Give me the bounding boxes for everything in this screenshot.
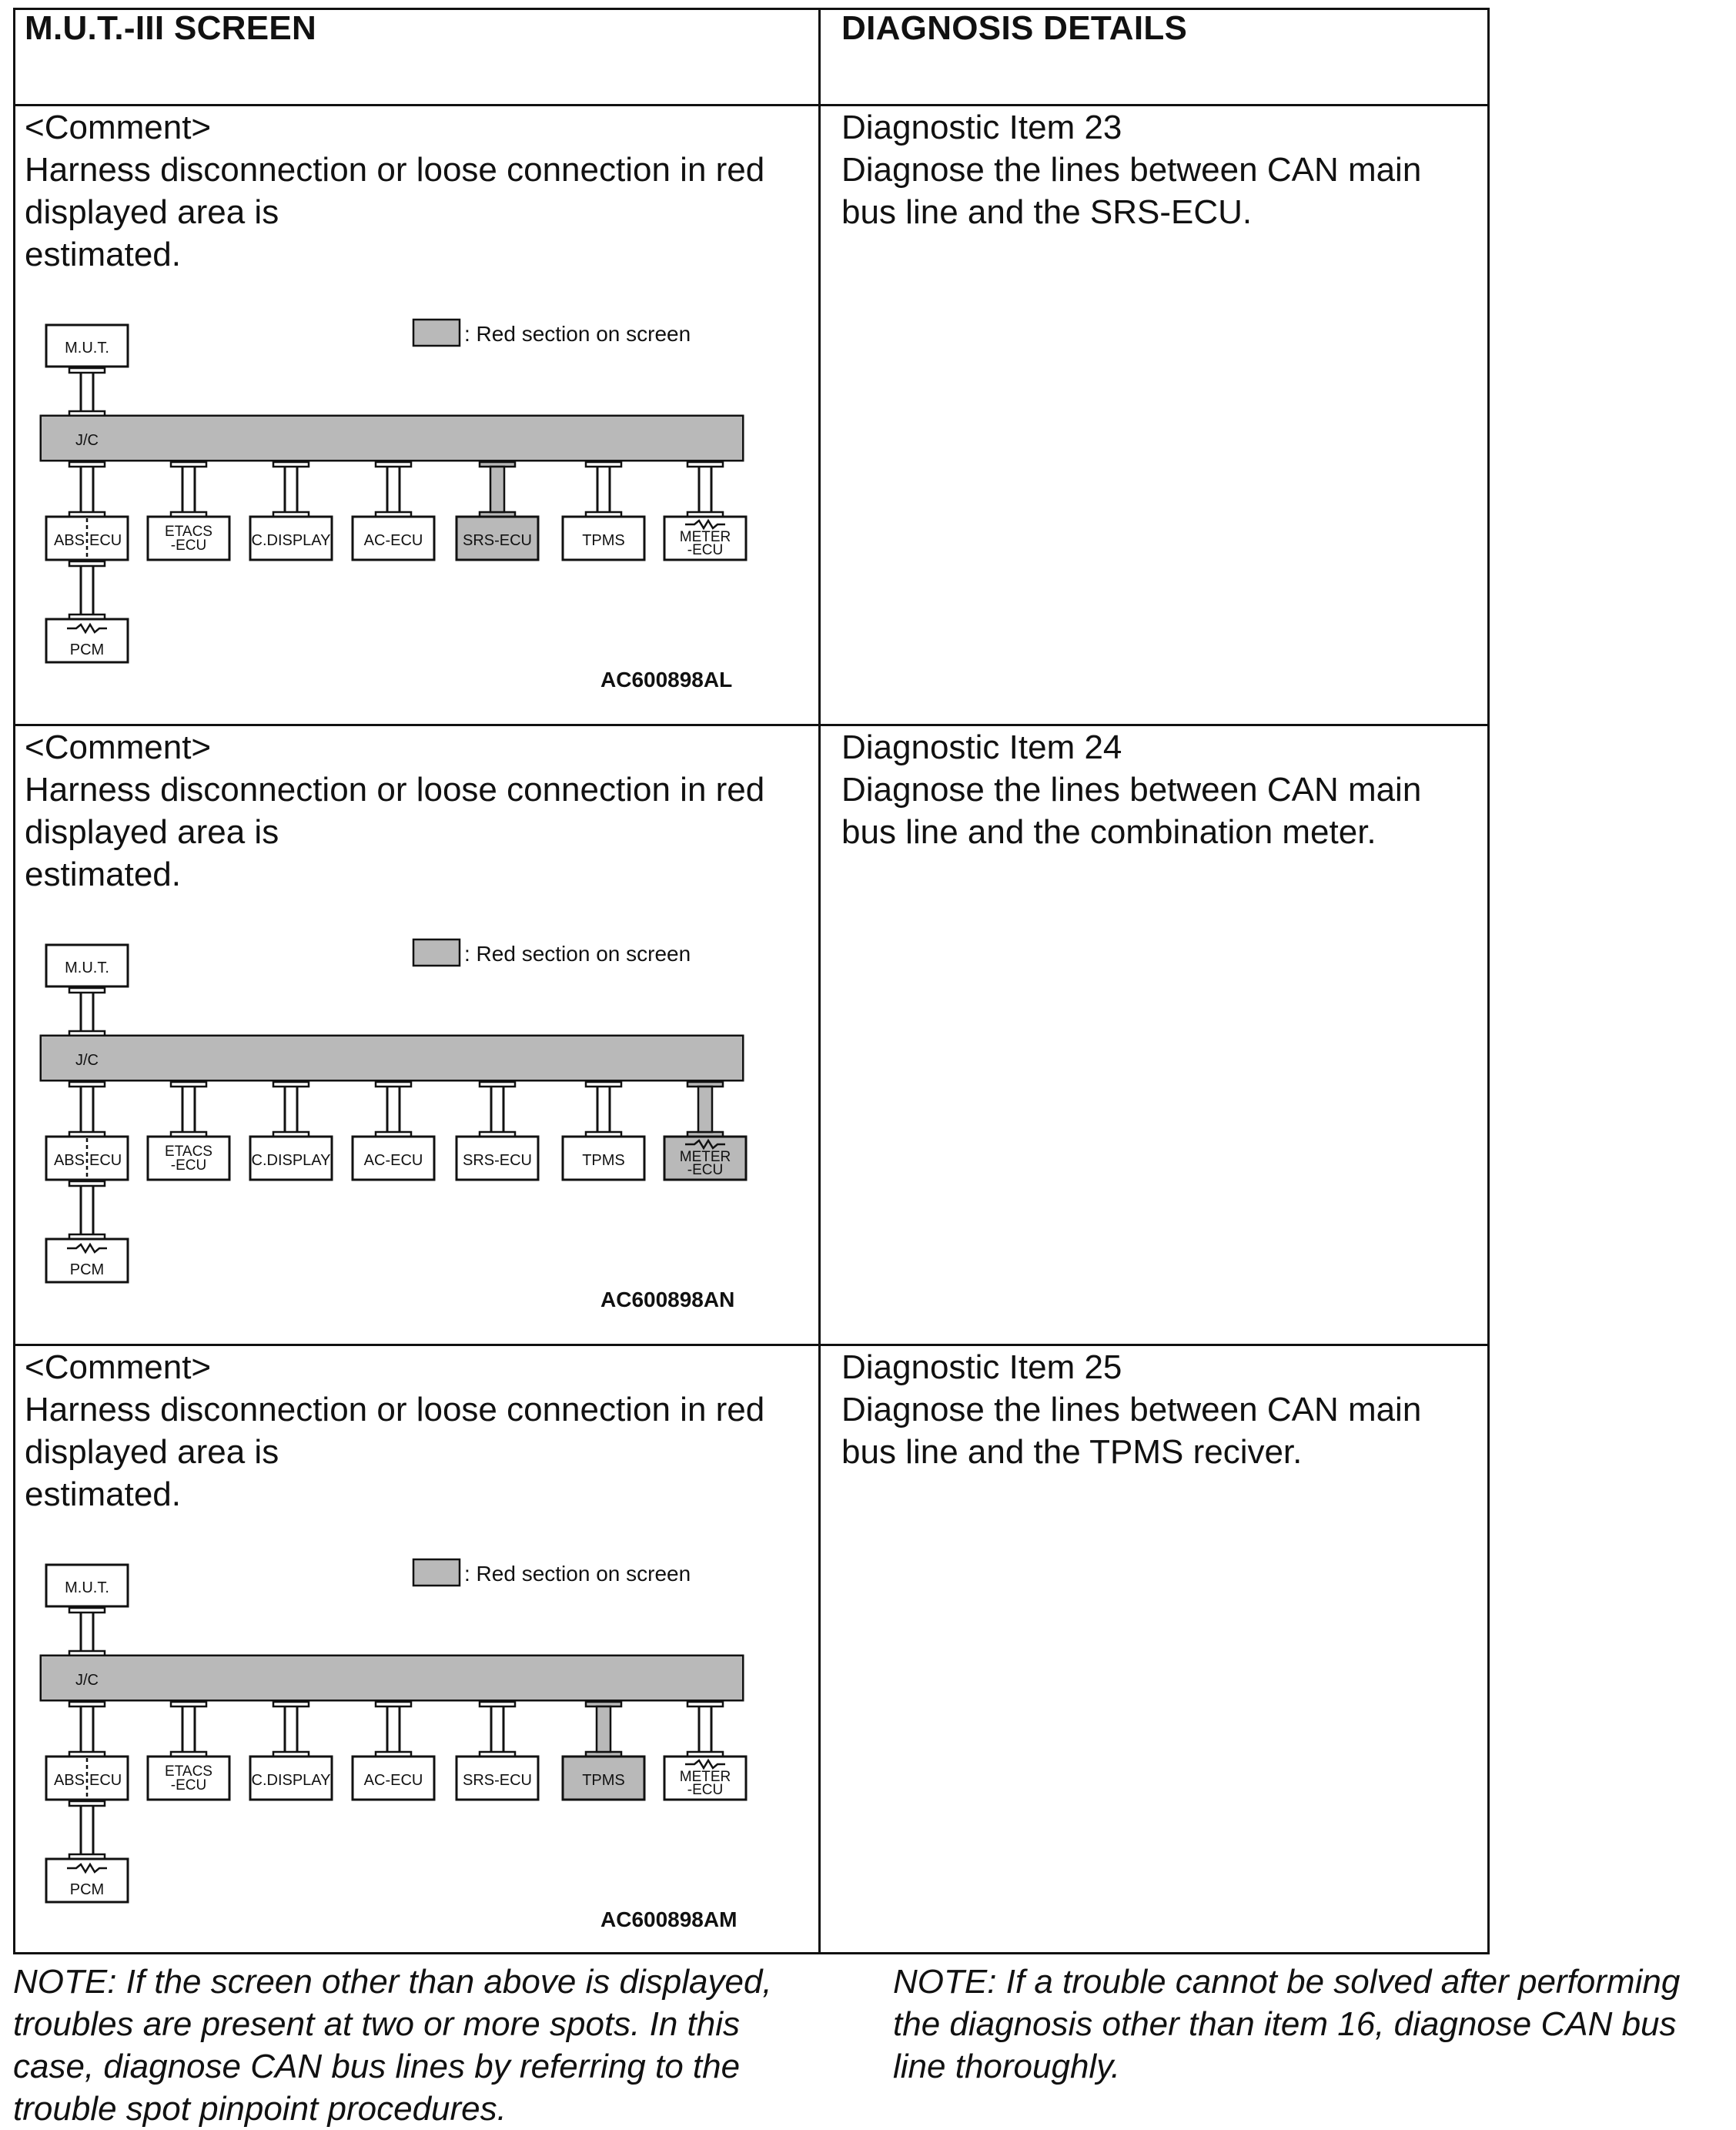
legend-label: : Red section on screen <box>464 942 691 966</box>
srs-label: SRS-ECU <box>462 1152 533 1169</box>
mut-connector <box>69 1608 105 1656</box>
connector-cdisplay <box>273 1082 309 1137</box>
legend-label: : Red section on screen <box>464 322 691 346</box>
mut-connector <box>69 988 105 1036</box>
jc-bus-fill <box>42 1656 742 1700</box>
connector-srs <box>480 462 515 517</box>
comment-block-24 <box>25 726 764 896</box>
connector-ac <box>376 1702 411 1757</box>
connector-abs <box>69 462 105 517</box>
connector-wire-highlight <box>698 1087 712 1132</box>
pcm-connector <box>69 1181 105 1239</box>
diagram-svg <box>38 936 762 1321</box>
connector-etacs <box>171 1082 206 1137</box>
pcm-connector <box>69 1801 105 1859</box>
note-line: the diagnosis other than item 16, diagnose CAN bus <box>893 2005 1677 2043</box>
figure-code: AC600898AL <box>600 668 733 692</box>
connector-etacs <box>171 1702 206 1757</box>
connector-abs <box>69 1082 105 1137</box>
jc-label: J/C <box>75 1052 99 1069</box>
connector-cap <box>273 1082 309 1087</box>
connector-cap <box>687 1702 723 1706</box>
can-bus-diagram-23 <box>38 316 762 701</box>
mut-label: M.U.T. <box>65 340 109 357</box>
comment-line: estimated. <box>25 856 181 893</box>
connector-tpms <box>586 1702 621 1757</box>
connector-cap <box>69 561 105 566</box>
etacs-label-top: ETACS <box>165 524 212 540</box>
comment-line: Harness disconnection or loose connection in red <box>25 1391 765 1428</box>
comment-line: displayed area is <box>25 813 279 851</box>
connector-cap <box>171 462 206 467</box>
meter-label-top: METER <box>679 529 731 545</box>
header-diagnosis-details: DIAGNOSIS DETAILS <box>841 9 1188 47</box>
diagram-svg <box>38 316 762 701</box>
mut-label: M.U.T. <box>65 960 109 976</box>
column-divider <box>818 8 821 1954</box>
connector-cdisplay <box>273 462 309 517</box>
connector-cap <box>586 462 621 467</box>
note-line: line thoroughly. <box>893 2048 1121 2085</box>
connector-cap <box>273 1702 309 1706</box>
connector-etacs <box>171 462 206 517</box>
mut-connector <box>69 368 105 416</box>
connector-cap <box>69 368 105 373</box>
note-right <box>893 1961 1680 2088</box>
pcm-label: PCM <box>69 1261 105 1278</box>
detail-line: bus line and the combination meter. <box>841 813 1376 851</box>
diagnostic-item-title: Diagnostic Item 24 <box>841 728 1122 766</box>
etacs-label-bottom: -ECU <box>170 1777 207 1793</box>
connector-wire-highlight <box>490 467 504 512</box>
abs-ecu-label: ECU <box>89 1772 122 1789</box>
legend-swatch <box>413 939 460 966</box>
connector-cdisplay <box>273 1702 309 1757</box>
detail-block-24 <box>841 726 1421 853</box>
comment-line: estimated. <box>25 1475 181 1513</box>
ac-label: AC-ECU <box>363 1772 423 1789</box>
figure-code: AC600898AN <box>600 1288 735 1311</box>
jc-bus-fill <box>42 1037 742 1080</box>
comment-block-25 <box>25 1346 764 1515</box>
detail-block-23 <box>841 106 1421 233</box>
connector-abs <box>69 1702 105 1757</box>
detail-line: Diagnose the lines between CAN main <box>841 1391 1422 1428</box>
connector-cap <box>171 1702 206 1706</box>
legend-label: : Red section on screen <box>464 1562 691 1586</box>
connector-wire-highlight <box>597 1706 610 1752</box>
meter-label-top: METER <box>679 1769 731 1785</box>
note-line: troubles are present at two or more spots. In this <box>13 2005 741 2043</box>
detail-line: Diagnose the lines between CAN main <box>841 151 1422 189</box>
abs-label: ABS <box>53 1772 85 1789</box>
connector-cap <box>69 1181 105 1186</box>
connector-srs <box>480 1702 515 1757</box>
tpms-label: TPMS <box>582 1772 625 1789</box>
abs-ecu-label: ECU <box>89 1152 122 1169</box>
connector-cap <box>273 462 309 467</box>
connector-cap <box>376 1082 411 1087</box>
meter-label-top: METER <box>679 1149 731 1165</box>
connector-cap <box>69 1702 105 1706</box>
connector-srs <box>480 1082 515 1137</box>
pcm-connector <box>69 561 105 619</box>
cdisplay-label: C.DISPLAY <box>251 1772 331 1789</box>
cdisplay-label: C.DISPLAY <box>251 532 331 549</box>
etacs-label-top: ETACS <box>165 1763 212 1780</box>
connector-cap <box>586 1082 621 1087</box>
etacs-label-bottom: -ECU <box>170 538 207 554</box>
etacs-label-bottom: -ECU <box>170 1157 207 1174</box>
detail-line: Diagnose the lines between CAN main <box>841 771 1422 809</box>
figure-code: AC600898AM <box>600 1907 738 1931</box>
connector-cap <box>376 462 411 467</box>
note-line: NOTE: If the screen other than above is displayed, <box>13 1963 772 2001</box>
note-line: NOTE: If a trouble cannot be solved after performing <box>893 1963 1681 2001</box>
meter-label-bottom: -ECU <box>687 542 724 558</box>
connector-meter <box>687 1702 723 1757</box>
detail-line: bus line and the SRS-ECU. <box>841 193 1253 231</box>
connector-ac <box>376 462 411 517</box>
connector-cap <box>171 1082 206 1087</box>
jc-label: J/C <box>75 1672 99 1689</box>
abs-label: ABS <box>53 532 85 549</box>
tpms-label: TPMS <box>582 532 625 549</box>
note-left <box>13 1961 772 2130</box>
connector-meter <box>687 462 723 517</box>
note-line: case, diagnose CAN bus lines by referring to the <box>13 2048 741 2085</box>
comment-line: Harness disconnection or loose connection in red <box>25 771 765 809</box>
connector-cap <box>69 1082 105 1087</box>
note-line: trouble spot pinpoint procedures. <box>13 2090 507 2128</box>
connector-cap <box>69 462 105 467</box>
connector-cap <box>687 462 723 467</box>
legend-swatch <box>413 1559 460 1586</box>
connector-cap <box>69 1801 105 1806</box>
comment-tag: <Comment> <box>25 109 212 146</box>
jc-bus-fill <box>42 417 742 460</box>
header-mut-screen: M.U.T.-III SCREEN <box>25 9 317 47</box>
ac-label: AC-ECU <box>363 532 423 549</box>
connector-tpms <box>586 1082 621 1137</box>
meter-label-bottom: -ECU <box>687 1162 724 1178</box>
comment-line: Harness disconnection or loose connection in red <box>25 151 765 189</box>
diagnostic-item-title: Diagnostic Item 25 <box>841 1348 1122 1386</box>
srs-label: SRS-ECU <box>462 532 533 549</box>
mut-label: M.U.T. <box>65 1579 109 1596</box>
connector-meter <box>687 1082 723 1137</box>
detail-line: bus line and the TPMS reciver. <box>841 1433 1303 1471</box>
comment-line: displayed area is <box>25 193 279 231</box>
comment-tag: <Comment> <box>25 1348 212 1386</box>
can-bus-diagram-24 <box>38 936 762 1321</box>
connector-ac <box>376 1082 411 1137</box>
connector-cap <box>69 988 105 993</box>
abs-label: ABS <box>53 1152 85 1169</box>
diagnostic-item-title: Diagnostic Item 23 <box>841 109 1122 146</box>
comment-tag: <Comment> <box>25 728 212 766</box>
abs-ecu-label: ECU <box>89 532 122 549</box>
connector-tpms <box>586 462 621 517</box>
ac-label: AC-ECU <box>363 1152 423 1169</box>
detail-block-25 <box>841 1346 1421 1473</box>
etacs-label-top: ETACS <box>165 1144 212 1160</box>
tpms-label: TPMS <box>582 1152 625 1169</box>
pcm-label: PCM <box>69 1881 105 1898</box>
legend-swatch <box>413 320 460 346</box>
cdisplay-label: C.DISPLAY <box>251 1152 331 1169</box>
can-bus-diagram-25 <box>38 1556 762 1941</box>
pcm-label: PCM <box>69 641 105 658</box>
comment-line: displayed area is <box>25 1433 279 1471</box>
jc-label: J/C <box>75 432 99 449</box>
connector-cap <box>69 1608 105 1613</box>
connector-cap <box>480 1702 515 1706</box>
connector-cap <box>376 1702 411 1706</box>
comment-block-23 <box>25 106 764 276</box>
comment-line: estimated. <box>25 236 181 273</box>
meter-label-bottom: -ECU <box>687 1782 724 1798</box>
connector-cap <box>480 1082 515 1087</box>
diagram-svg <box>38 1556 762 1941</box>
srs-label: SRS-ECU <box>462 1772 533 1789</box>
